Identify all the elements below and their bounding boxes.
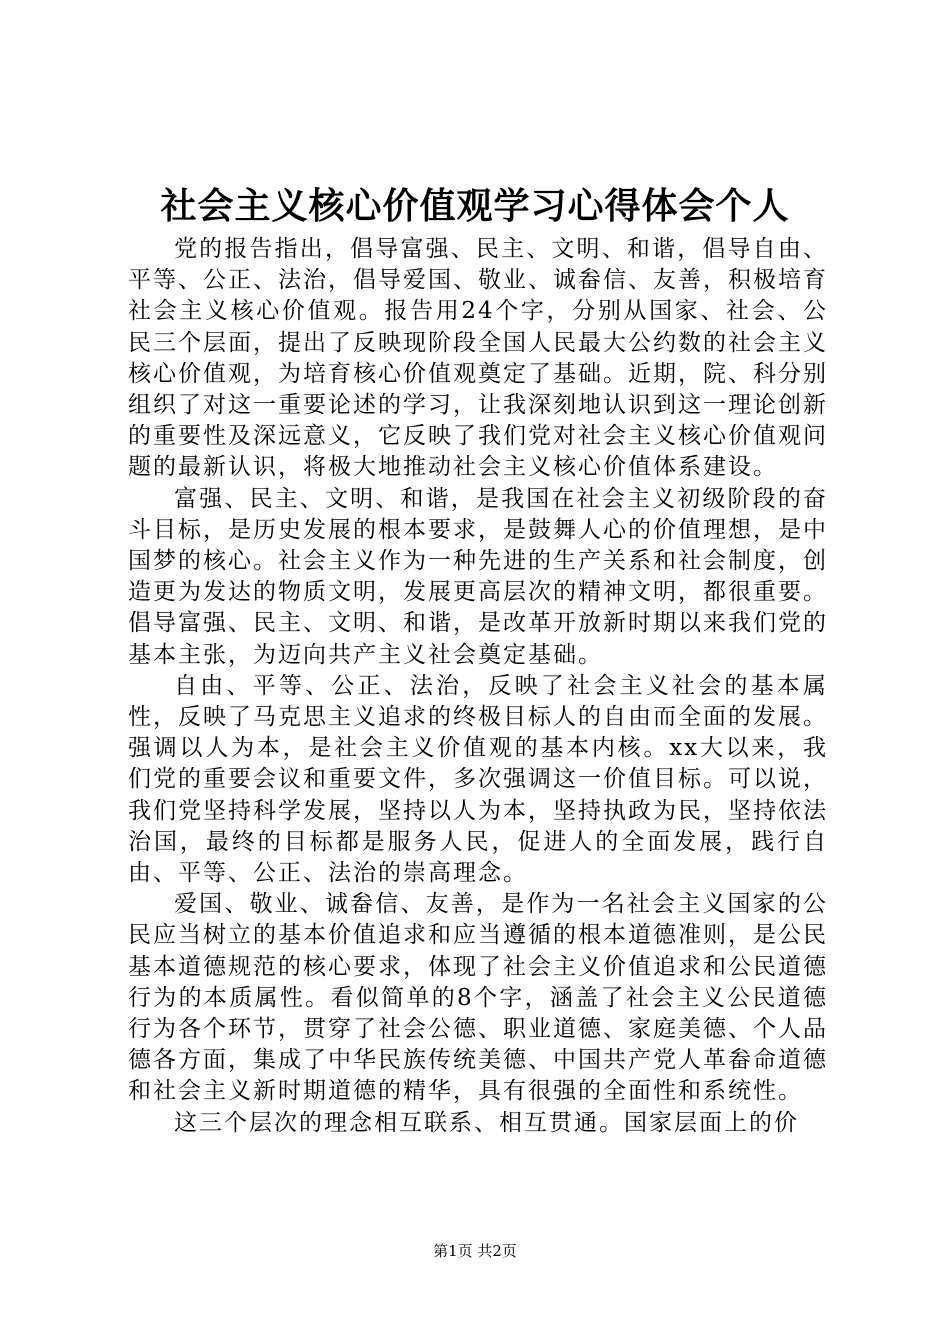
page-footer: 第1页 共2页	[433, 1242, 517, 1260]
paragraph: 党的报告指出，倡导富强、民主、文明、和谐，倡导自由、平等、公正、法治，倡导爱国、敬业、诚畚信、友善，积极培育社会主义核心价值观。报告用24个字，分别从国家、社会、公民三个层面，提出了反映现阶段全国人民最大公约数的社会主义核心价值观，为培育核心价值观奠定了基础。近期，院、科分别组织了对这一重要论述的学习，让我深刻地认识到这一理论创新的重要性及深远意义，它反映了我们党对社会主义核心价值观问题的最新认识，将极大地推动社会主义核心价值体系建设。	[128, 236, 828, 481]
paragraph: 富强、民主、文明、和谐，是我国在社会主义初级阶段的奋斗目标，是历史发展的根本要求，是鼓舞人心的价值理想，是中国梦的核心。社会主义作为一种先进的生产关系和社会制度，创造更为发达的物质文明，发展更高层次的精神文明，都很重要。倡导富强、民主、文明、和谐，是改革开放新时期以来我们党的基本主张，为迈向共产主义社会奠定基础。	[128, 485, 828, 668]
paragraph: 自由、平等、公正、法治，反映了社会主义社会的基本属性，反映了马克思主义追求的终极目标人的自由而全面的发展。强调以人为本，是社会主义价值观的基本内核。xx大以来，我们党的重要会议和重要文件，多次强调这一价值目标。可以说，我们党坚持科学发展，坚持以人为本，坚持执政为民，坚持依法治国，最终的目标都是服务人民，促进人的全面发展，践行自由、平等、公正、法治的崇高理念。	[128, 672, 828, 887]
document-body	[128, 234, 828, 1139]
paragraph: 这三个层次的理念相互联系、相互贯通。国家层面上的价	[174, 1109, 799, 1136]
document-title: 社会主义核心价值观学习心得体会个人	[160, 185, 790, 227]
paragraph: 爱国、敬业、诚畚信、友善，是作为一名社会主义国家的公民应当树立的基本价值追求和应当遵循的根本道德准则，是公民基本道德规范的核心要求，体现了社会主义价值追求和公民道德行为的本质属性。看似简单的8个字，涵盖了社会主义公民道德行为各个环节，贯穿了社会公德、职业道德、家庭美德、个人品德各方面，集成了中华民族传统美德、中国共产党人革畚命道德和社会主义新时期道德的精华，具有很强的全面性和系统性。	[128, 891, 828, 1105]
